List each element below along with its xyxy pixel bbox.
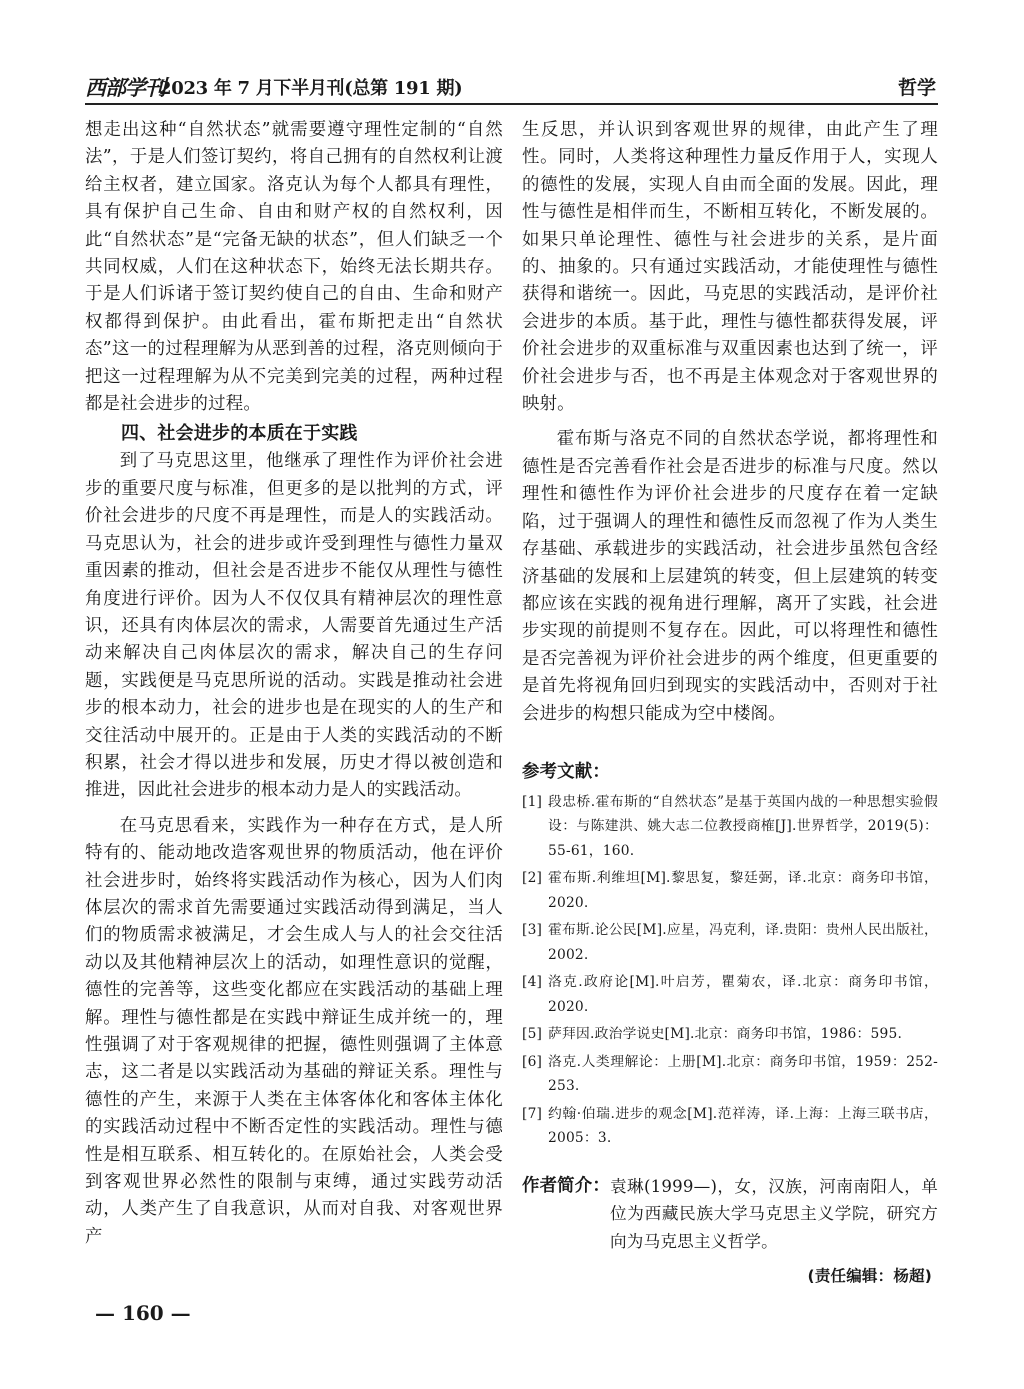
reference-number: [3]	[522, 922, 543, 939]
references-title: 参考文献：	[522, 761, 610, 782]
issue-info: 2023 年 7 月下半月刊(总第 191 期)	[159, 78, 463, 99]
reference-number: [7]	[522, 1105, 543, 1122]
reference-number: [1]	[522, 793, 543, 810]
reference-item	[522, 970, 938, 1019]
references-list	[522, 790, 938, 1151]
paragraph: 想走出这种“自然状态”就需要遵守理性定制的“自然法”，于是人们签订契约，将自己拥有的自然权利让渡给主权者，建立国家。洛克认为每个人都具有理性，具有保护自己生命、自由和财产权的自然权利，因此“自然状态”是“完备无缺的状态”，但人们缺乏一个共同权威，人们在这种状态下，始终无法长期共存。于是人们诉诸于签订契约使自己的自由、生命和财产权都得到保护。由此看出，霍布斯把走出“自然状态”这一的过程理解为从恶到善的过程，洛克则倾向于把这一过程理解为从不完美到完美的过程，两种过程都是社会进步的过程。	[85, 120, 503, 415]
reference-item	[522, 866, 938, 915]
reference-number: [4]	[522, 974, 543, 991]
section-heading: 四、社会进步的本质在于实践	[121, 423, 358, 445]
reference-number: [2]	[522, 870, 543, 887]
author-bio	[522, 1173, 938, 1255]
reference-number: [6]	[522, 1053, 543, 1070]
reference-text: 段忠桥.霍布斯的“自然状态”是基于英国内战的一种思想实验假设：与陈建洪、姚大志二位教授商榷[J].世界哲学，2019(5)：55-61，160.	[548, 793, 938, 859]
header-divider	[85, 103, 938, 105]
paragraph: 到了马克思这里，他继承了理性作为评价社会进步的重要尺度与标准，但更多的是以批判的方式，评价社会进步的尺度不再是理性，而是人的实践活动。马克思认为，社会的进步或许受到理性与德性力量双重因素的推动，但社会是否进步不能仅从理性与德性角度进行评价。因为人不仅仅具有精神层次的理性意识，还具有肉体层次的需求，人需要首先通过生产活动来解决自己肉体层次的需求，解决自己的生存问题，实践便是马克思所说的活动。实践是推动社会进步的根本动力，社会的进步也是在现实的人的生产和交往活动中展开的。正是由于人类的实践活动的不断积累，社会才得以进步和发展，历史才得以被创造和推进，因此社会进步的根本动力是人的实践活动。	[85, 451, 503, 801]
paragraph: 生反思，并认识到客观世界的规律，由此产生了理性。同时，人类将这种理性力量反作用于人，实现人的德性的发展，实现人自由而全面的发展。因此，理性与德性是相伴而生，不断相互转化，不断发展的。如果只单论理性、德性与社会进步的关系，是片面的、抽象的。只有通过实践活动，才能使理性与德性获得和谐统一。因此，马克思的实践活动，是评价社会进步的本质。基于此，理性与德性都获得发展，评价社会进步的双重标准与双重因素也达到了统一，评价社会进步与否，也不再是主体观念对于客观世界的映射。	[522, 120, 938, 415]
reference-item	[522, 918, 938, 967]
right-column	[522, 117, 938, 1291]
paragraph: 霍布斯与洛克不同的自然状态学说，都将理性和德性是否完善看作社会是否进步的标准与尺度。然以理性和德性作为评价社会进步的尺度存在着一定缺陷，过于强调人的理性和德性反而忽视了作为人类生存基础、承载进步的实践活动，社会进步虽然包含经济基础的发展和上层建筑的转变，但上层建筑的转变都应该在实践的视角进行理解，离开了实践，社会进步实现的前提则不复存在。因此，可以将理性和德性是否完善视为评价社会进步的两个维度，但更重要的是首先将视角回归到现实的实践活动中，否则对于社会进步的构想只能成为空中楼阁。	[522, 429, 938, 724]
reference-item	[522, 1050, 938, 1099]
author-bio-text: 袁琳(1999—)，女，汉族，河南南阳人，单位为西藏民族大学马克思主义学院，研究方向为马克思主义哲学。	[610, 1176, 938, 1251]
page-header	[85, 70, 938, 100]
paragraph: 在马克思看来，实践作为一种存在方式，是人所特有的、能动地改造客观世界的物质活动，他在评价社会进步时，始终将实践活动作为核心，因为人们肉体层次的需求首先需要通过实践活动得到满足，当人们的物质需求被满足，才会生成人与人的社会交往活动以及其他精神层次上的活动，如理性意识的觉醒，德性的完善等，这些变化都应在实践活动的基础上理解。理性与德性都是在实践中辩证生成并统一的，理性强调了对于客观规律的把握，德性则强调了主体意志，这二者是以实践活动为基础的辩证关系。理性与德性的产生，来源于人类在主体客体化和客体主体化的实践活动过程中不断否定性的实践活动。理性与德性是相互联系、相互转化的。在原始社会，人类会受到客观世界必然性的限制与束缚，通过实践劳动活动，人类产生了自我意识，从而对自我、对客观世界产	[85, 815, 503, 1247]
section-label: 哲学	[897, 77, 936, 99]
reference-text: 约翰·伯瑞.进步的观念[M].范祥涛，译.上海：上海三联书店，2005：3.	[548, 1105, 938, 1147]
reference-text: 洛克.政府论[M].叶启芳，瞿菊农，译.北京：商务印书馆，2020.	[548, 974, 938, 1015]
reference-item	[522, 790, 938, 864]
author-bio-label: 作者简介：	[522, 1175, 610, 1196]
journal-logo: 西部学刊	[85, 75, 165, 100]
page-number: — 160 —	[95, 1301, 191, 1325]
reference-text: 洛克.人类理解论：上册[M].北京：商务印书馆，1959：252-253.	[548, 1053, 938, 1095]
reference-text: 霍布斯.利维坦[M].黎思复，黎廷弼，译.北京：商务印书馆，2020.	[548, 870, 938, 911]
reference-number: [5]	[522, 1026, 543, 1043]
reference-text: 霍布斯.论公民[M].应星，冯克利，译.贵阳：贵州人民出版社，2002.	[548, 922, 938, 963]
reference-text: 萨拜因.政治学说史[M].北京：商务印书馆，1986：595.	[548, 1026, 903, 1043]
reference-item	[522, 1102, 938, 1151]
editor-credit: (责任编辑：杨超)	[807, 1267, 932, 1286]
reference-item	[522, 1022, 938, 1047]
left-column	[85, 117, 503, 1251]
